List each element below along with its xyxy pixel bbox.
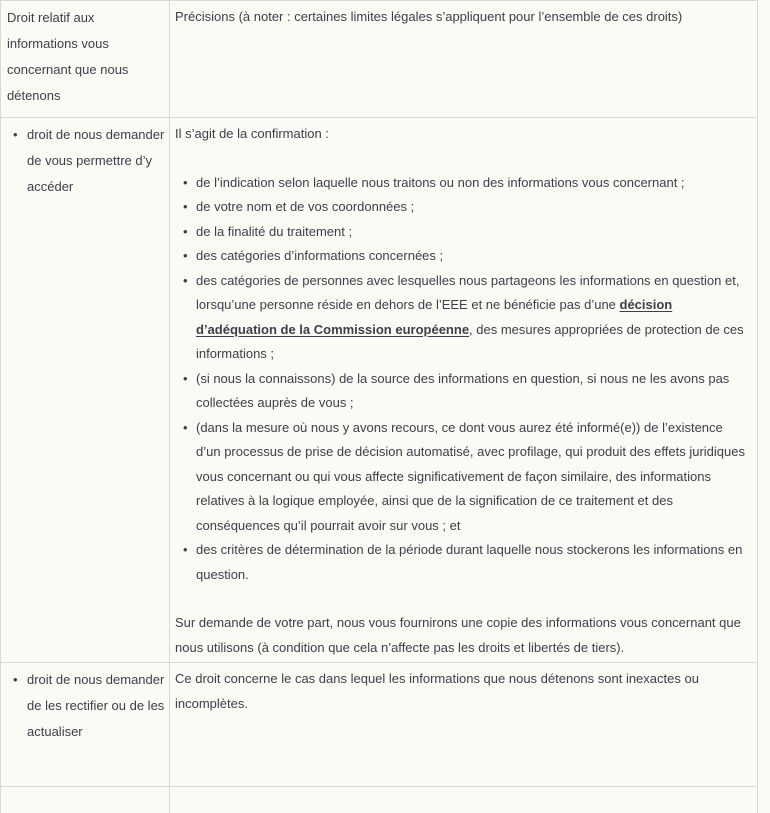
rectify-right-row bbox=[1, 663, 758, 787]
list-item: • (si nous la connaissons) de la source des informations en question, si nous ne les avons pas collectées auprès de vous ; bbox=[183, 367, 749, 416]
header-cell-precisions: Précisions (à noter : certaines limites légales s’appliquent pour l’ensemble de ces droits) bbox=[170, 1, 758, 118]
confirmation-intro: Il s’agit de la confirmation : bbox=[175, 126, 329, 141]
list-item-sharing bbox=[183, 269, 749, 367]
rectify-right-label-cell bbox=[1, 663, 170, 787]
rectify-right-label-list bbox=[7, 667, 165, 745]
list-item: • de votre nom et de vos coordonnées ; bbox=[183, 195, 749, 220]
list-item: • (dans la mesure où nous y avons recours, ce dont vous aurez été informé(e)) de l’existence d’un processus de prise de décision automatisé, avec profilage, qui produit des effets juridiques vous concernant ou qui vous affecte significativement de façon similaire, des informations relatives à la logique employée, ainsi que de la signification de ce traitement et des conséquences qu’il pourrait avoir sur vous ; et bbox=[183, 416, 749, 539]
access-right-details-cell bbox=[170, 118, 758, 663]
list-item: • droit de nous demander de vous permettre d’y accéder bbox=[11, 122, 165, 200]
confirmation-details-list bbox=[175, 171, 749, 588]
list-item: • droit de nous demander de les rectifier ou de les actualiser bbox=[11, 667, 165, 745]
next-row-partial bbox=[1, 787, 758, 813]
next-row-right-cell bbox=[170, 787, 758, 813]
list-item: • de la finalité du traitement ; bbox=[183, 220, 749, 245]
header-cell-right-category: Droit relatif aux informations vous concernant que nous détenons bbox=[1, 1, 170, 118]
access-right-label-cell bbox=[1, 118, 170, 663]
list-item: • des critères de détermination de la période durant laquelle nous stockerons les informations en question. bbox=[183, 538, 749, 587]
list-item: • des catégories d’informations concernées ; bbox=[183, 244, 749, 269]
rectify-right-description: Ce droit concerne le cas dans lequel les informations que nous détenons sont inexactes ou incomplètes. bbox=[175, 671, 699, 711]
sharing-text-after-link: , des mesures appropriées de protection de ces informations ; bbox=[196, 321, 744, 361]
access-right-row bbox=[1, 118, 758, 663]
sharing-text-before-link: des catégories de personnes avec lesquelles nous partageons les informations en question et, lorsqu’une personne réside en dehors de l’EEE et ne bénéficie pas d’une bbox=[196, 272, 740, 312]
next-row-left-cell bbox=[1, 787, 170, 813]
adequacy-decision-link[interactable]: décision d’adéquation de la Commission européenne bbox=[196, 297, 673, 337]
access-right-label-list bbox=[7, 122, 165, 200]
list-item: • de l’indication selon laquelle nous traitons ou non des informations vous concernant ; bbox=[183, 171, 749, 196]
rectify-right-details-cell bbox=[170, 663, 758, 787]
table-header-row bbox=[1, 1, 758, 118]
copy-on-request-paragraph: Sur demande de votre part, nous vous fournirons une copie des informations vous concernant que nous utilisons (à condition que cela n’affecte pas les droits et libertés de tiers). bbox=[175, 615, 741, 655]
